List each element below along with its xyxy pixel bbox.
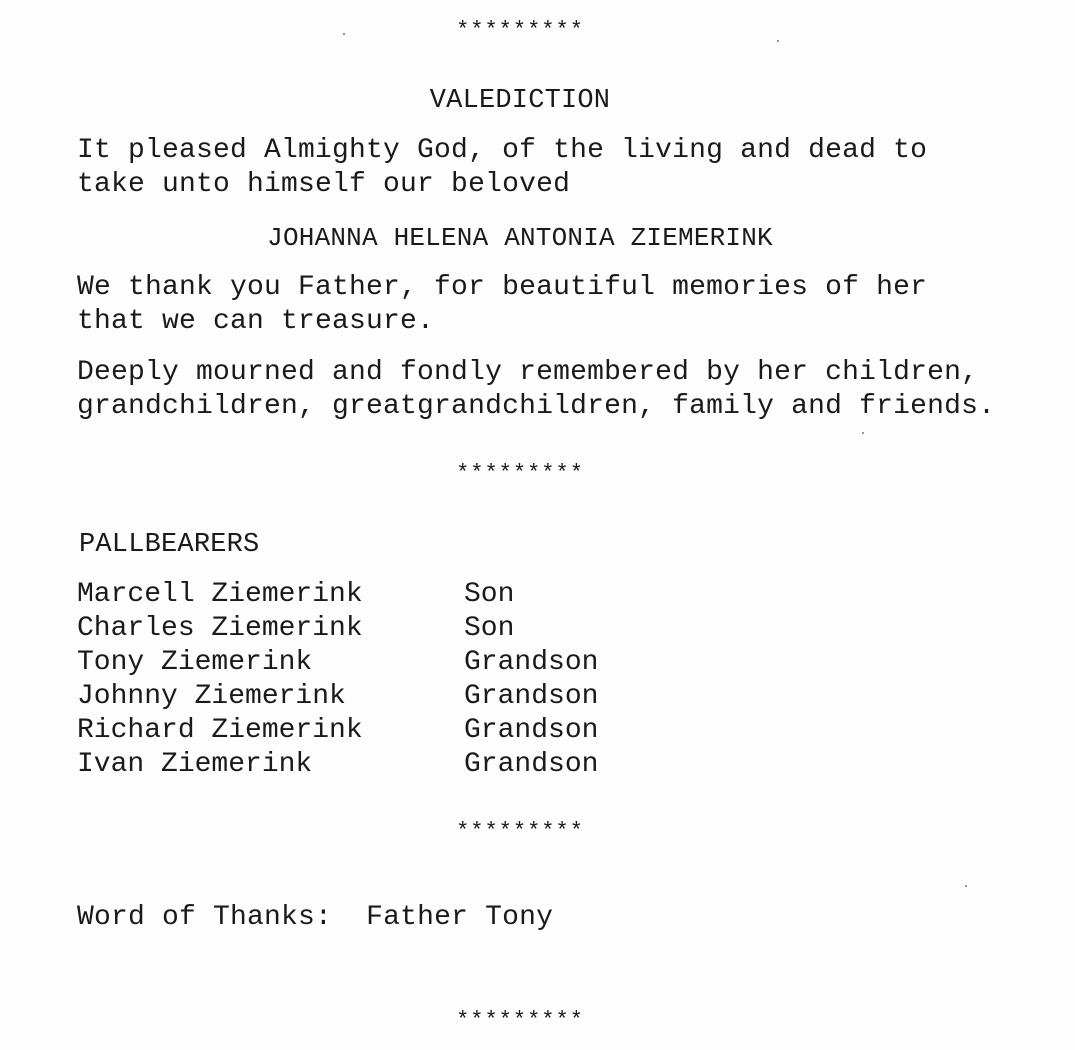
separator-bottom: ********* xyxy=(456,1008,584,1033)
mourned-line-1: Deeply mourned and fondly remembered by her children, xyxy=(77,357,979,388)
scan-speck xyxy=(862,432,864,434)
pallbearer-relation: Grandson xyxy=(464,715,599,746)
pallbearer-row xyxy=(77,714,599,748)
separator-lower: ********* xyxy=(456,819,584,844)
pallbearer-row xyxy=(77,578,515,612)
pallbearer-relation: Grandson xyxy=(464,647,599,678)
word-of-thanks xyxy=(77,901,553,935)
intro-line-1: It pleased Almighty God, of the living and dead to xyxy=(77,135,928,166)
pallbearer-name: Marcell Ziemerink xyxy=(77,579,363,610)
pallbearer-name: Ivan Ziemerink xyxy=(77,749,313,780)
valediction-heading: VALEDICTION xyxy=(429,86,611,116)
intro-line-2: take unto himself our beloved xyxy=(77,169,571,200)
thanks-line-1: We thank you Father, for beautiful memories of her xyxy=(77,272,928,303)
pallbearer-name: Tony Ziemerink xyxy=(77,647,313,678)
thanks-line-2: that we can treasure. xyxy=(77,306,435,337)
separator-top: ********* xyxy=(456,18,584,43)
scan-speck xyxy=(965,885,967,887)
deceased-name: JOHANNA HELENA ANTONIA ZIEMERINK xyxy=(267,223,773,253)
pallbearer-name: Richard Ziemerink xyxy=(77,715,363,746)
pallbearers-heading: PALLBEARERS xyxy=(79,530,260,560)
word-of-thanks-label: Word of Thanks: xyxy=(77,902,333,933)
pallbearer-row xyxy=(77,748,599,782)
mourned-line-2: grandchildren, greatgrandchildren, family and friends. xyxy=(77,391,996,422)
pallbearer-row xyxy=(77,612,515,646)
pallbearer-row xyxy=(77,680,599,714)
pallbearer-relation: Grandson xyxy=(464,681,599,712)
pallbearer-name: Charles Ziemerink xyxy=(77,613,363,644)
pallbearer-relation: Grandson xyxy=(464,749,599,780)
separator-middle: ********* xyxy=(456,461,584,486)
pallbearer-row xyxy=(77,646,599,680)
pallbearer-relation: Son xyxy=(464,579,515,610)
pallbearer-relation: Son xyxy=(464,613,515,644)
pallbearer-name: Johnny Ziemerink xyxy=(77,681,346,712)
word-of-thanks-speaker: Father Tony xyxy=(366,902,554,933)
